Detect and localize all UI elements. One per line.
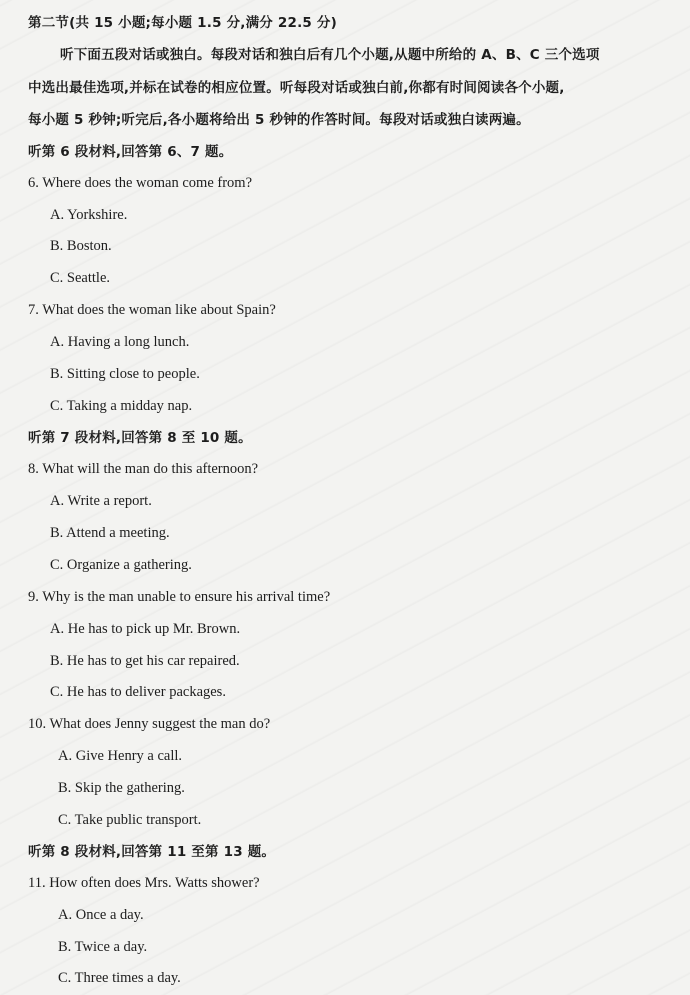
question-6-option-b[interactable]: B. Boston. — [50, 238, 112, 254]
group-intro-8: 听第 8 段材料,回答第 11 至第 13 题。 — [28, 844, 276, 860]
question-7-stem: 7. What does the woman like about Spain? — [28, 302, 276, 318]
instruction-line-1: 听下面五段对话或独白。每段对话和独白后有几个小题,从题中所给的 A、B、C 三个选项 — [60, 47, 600, 63]
instruction-line-2: 中选出最佳选项,并标在试卷的相应位置。听每段对话或独白前,你都有时间阅读各个小题, — [28, 80, 565, 96]
question-10-option-b[interactable]: B. Skip the gathering. — [58, 780, 185, 796]
question-11-stem: 11. How often does Mrs. Watts shower? — [28, 875, 260, 891]
question-8-stem: 8. What will the man do this afternoon? — [28, 461, 259, 477]
question-8-option-b[interactable]: B. Attend a meeting. — [50, 525, 170, 541]
group-intro-7: 听第 7 段材料,回答第 8 至 10 题。 — [28, 430, 252, 446]
question-7-option-b[interactable]: B. Sitting close to people. — [50, 366, 200, 382]
question-6-option-c[interactable]: C. Seattle. — [50, 270, 111, 286]
question-7-option-c[interactable]: C. Taking a midday nap. — [50, 398, 193, 414]
section-heading: 第二节(共 15 小题;每小题 1.5 分,满分 22.5 分) — [28, 15, 337, 31]
question-7-option-a[interactable]: A. Having a long lunch. — [50, 334, 190, 350]
question-9-option-a[interactable]: A. He has to pick up Mr. Brown. — [50, 621, 241, 637]
question-9-stem: 9. Why is the man unable to ensure his arrival time? — [28, 589, 331, 605]
question-6-stem: 6. Where does the woman come from? — [28, 175, 252, 191]
question-10-option-a[interactable]: A. Give Henry a call. — [58, 748, 183, 764]
question-11-option-c[interactable]: C. Three times a day. — [58, 970, 181, 986]
instruction-line-3: 每小题 5 秒钟;听完后,各小题将给出 5 秒钟的作答时间。每段对话或独白读两遍。 — [28, 112, 530, 128]
question-6-option-a[interactable]: A. Yorkshire. — [50, 207, 128, 223]
question-11-option-b[interactable]: B. Twice a day. — [58, 939, 148, 955]
question-8-option-a[interactable]: A. Write a report. — [50, 493, 152, 509]
question-10-option-c[interactable]: C. Take public transport. — [58, 812, 202, 828]
question-11-option-a[interactable]: A. Once a day. — [58, 907, 144, 923]
question-8-option-c[interactable]: C. Organize a gathering. — [50, 557, 192, 573]
question-10-stem: 10. What does Jenny suggest the man do? — [28, 716, 271, 732]
question-9-option-b[interactable]: B. He has to get his car repaired. — [50, 653, 240, 669]
group-intro-6: 听第 6 段材料,回答第 6、7 题。 — [28, 144, 233, 160]
question-9-option-c[interactable]: C. He has to deliver packages. — [50, 684, 226, 700]
